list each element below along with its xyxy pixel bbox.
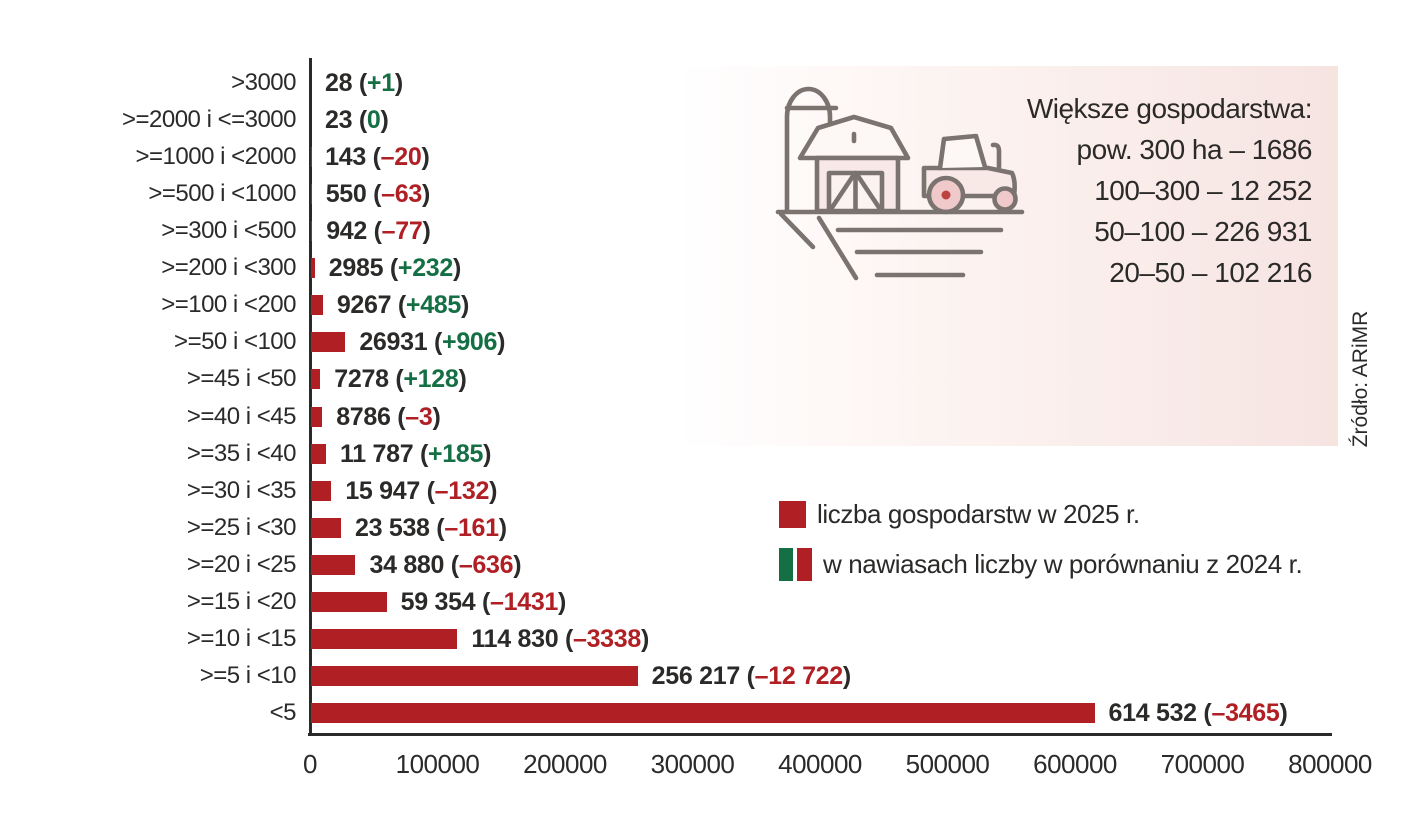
bar [311, 332, 345, 352]
info-box-text [1027, 88, 1312, 293]
bar [311, 666, 638, 686]
x-axis-line [308, 733, 1332, 736]
x-tick-label: 600000 [1033, 749, 1117, 779]
value-label: 9267 (+485) [336, 291, 470, 320]
value-label: 7278 (+128) [334, 365, 467, 394]
delta-value: –63 [381, 180, 422, 209]
category-label: <5 [269, 699, 296, 727]
info-box-line: pow. 300 ha – 1686 [1076, 134, 1312, 165]
category-label: >=40 i <45 [186, 402, 296, 430]
category-label: >=500 i <1000 [148, 180, 296, 208]
category-label: >=100 i <200 [161, 291, 296, 319]
legend-red-bar-swatch [797, 548, 812, 581]
value-label: 23 (0) [325, 106, 389, 135]
category-label: >=300 i <500 [161, 217, 296, 245]
category-label: >=2000 i <=3000 [121, 106, 296, 134]
delta-value: –1431 [490, 587, 559, 616]
legend-item-2025 [779, 499, 1140, 530]
x-tick-label: 400000 [778, 749, 862, 779]
delta-value: –3465 [1211, 699, 1280, 728]
bar [311, 703, 1095, 723]
value-label: 15 947 (–132) [345, 476, 498, 505]
x-tick-label: 800000 [1288, 749, 1372, 779]
value-label: 550 (–63) [325, 180, 431, 209]
value-label: 23 538 (–161) [355, 513, 507, 542]
info-box [676, 66, 1338, 446]
x-tick-label: 500000 [905, 749, 990, 779]
category-label: >=5 i <10 [199, 661, 296, 689]
delta-value: –636 [458, 550, 514, 579]
delta-value: +906 [442, 328, 498, 357]
info-box-line: 50–100 – 226 931 [1094, 216, 1312, 247]
delta-value: +485 [405, 291, 462, 320]
category-label: >3000 [231, 69, 296, 96]
category-label: >=200 i <300 [161, 254, 296, 282]
value-label: 942 (–77) [326, 217, 431, 246]
bar [311, 184, 312, 204]
category-label: >=30 i <35 [186, 476, 296, 504]
value-label: 614 532 (–3465) [1108, 699, 1288, 728]
delta-value: –20 [380, 143, 422, 172]
delta-value: +232 [397, 254, 454, 283]
value-label: 28 (+1) [325, 69, 403, 97]
value-label: 2985 (+232) [328, 254, 462, 283]
delta-value: –132 [434, 476, 490, 505]
x-tick-label: 300000 [650, 749, 735, 779]
legend-green-swatch [779, 548, 793, 581]
delta-value: +185 [427, 439, 484, 468]
category-label: >=35 i <40 [186, 439, 296, 467]
x-tick-label: 0 [303, 749, 317, 779]
value-label: 34 880 (–636) [369, 550, 522, 579]
bar [311, 407, 322, 427]
delta-value: 0 [366, 106, 381, 135]
category-label: >=10 i <15 [186, 624, 296, 652]
bar [311, 221, 312, 241]
bar [311, 518, 341, 538]
category-label: >=50 i <100 [174, 328, 296, 356]
value-label: 11 787 (+185) [340, 439, 492, 468]
delta-value: –77 [381, 217, 423, 246]
delta-value: –3 [405, 402, 433, 431]
bar [311, 295, 323, 315]
bar [311, 258, 315, 278]
legend-label-2025: liczba gospodarstw w 2025 r. [817, 499, 1140, 529]
bar [311, 444, 326, 464]
value-label: 143 (–20) [325, 143, 430, 172]
delta-value: –12 722 [754, 661, 843, 690]
delta-value: –161 [444, 513, 499, 542]
value-label: 59 354 (–1431) [400, 587, 567, 616]
bar [311, 555, 355, 575]
x-tick-label: 700000 [1160, 749, 1245, 779]
info-box-line: 20–50 – 102 216 [1109, 257, 1312, 288]
value-label: 8786 (–3) [336, 402, 441, 431]
x-tick-label: 200000 [523, 749, 607, 779]
bar [311, 592, 387, 612]
x-tick-label: 100000 [395, 749, 480, 779]
value-label: 256 217 (–12 722) [651, 661, 851, 690]
category-label: >=20 i <25 [186, 550, 296, 578]
delta-value: –3338 [572, 624, 641, 653]
value-label: 114 830 (–3338) [471, 624, 650, 653]
category-label: >=1000 i <2000 [135, 143, 296, 171]
bar [311, 481, 331, 501]
category-label: >=15 i <20 [186, 587, 296, 615]
legend-label-delta: w nawiasach liczby w porównaniu z 2024 r. [823, 549, 1303, 579]
category-label: >=45 i <50 [186, 365, 296, 393]
value-label: 26931 (+906) [359, 328, 506, 357]
legend-red-swatch [779, 501, 806, 528]
legend-item-delta [779, 548, 1302, 581]
info-box-line: 100–300 – 12 252 [1094, 175, 1312, 206]
info-box-title: Większe gospodarstwa: [1026, 93, 1312, 124]
delta-value: +128 [403, 365, 459, 394]
source-label: Źródło: ARiMR [1349, 310, 1372, 448]
bar [311, 369, 320, 389]
bar [311, 629, 457, 649]
delta-value: +1 [366, 69, 395, 97]
category-label: >=25 i <30 [186, 513, 296, 541]
farm-icon [760, 75, 1040, 295]
